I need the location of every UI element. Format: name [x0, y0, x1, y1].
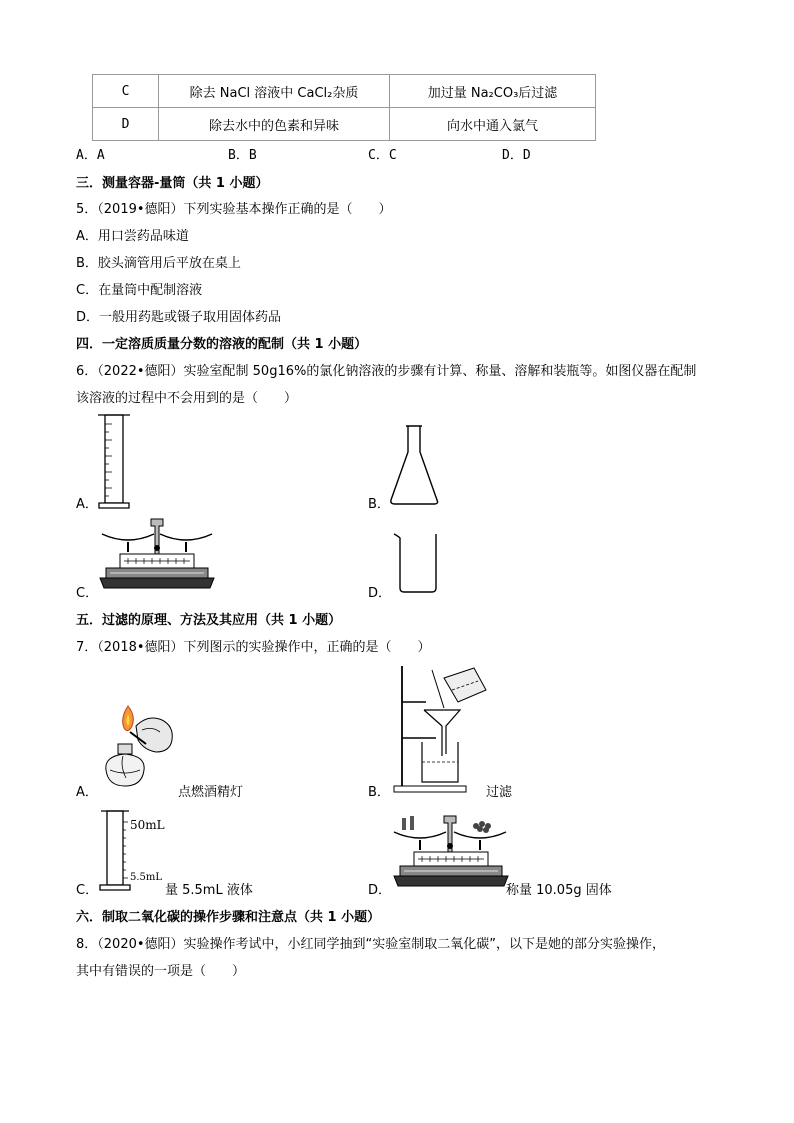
measuring-cylinder-icon: [95, 412, 135, 512]
q6-label-b: B．: [368, 497, 390, 512]
q7-caption-b: 过滤: [486, 785, 513, 800]
cylinder-mark-50ml: 50mL: [130, 818, 165, 832]
q7-label-b: B．: [368, 785, 390, 800]
filtration-setup-icon: [392, 664, 492, 794]
row-method: 加过量 Na₂CO₃后过滤: [390, 75, 596, 108]
q6-label-c: C．: [76, 586, 99, 601]
row-item: 除去水中的色素和异味: [159, 108, 390, 141]
conical-flask-icon: [388, 424, 443, 506]
row-label: C: [93, 75, 159, 108]
question-7: 7．（2018•德阳）下列图示的实验操作中，正确的是（ ）: [76, 640, 431, 655]
q6-label-d: D．: [368, 586, 392, 601]
q5-option-d: D．一般用药匙或镊子取用固体药品: [76, 310, 282, 325]
table-row: [93, 75, 596, 108]
row-item: 除去 NaCl 溶液中 CaCl₂杂质: [159, 75, 390, 108]
section-heading: 四．一定溶质质量分数的溶液的配制（共 1 小题）: [76, 337, 368, 352]
row-label: D: [93, 108, 159, 141]
question-5: 5．（2019•德阳）下列实验基本操作正确的是（ ）: [76, 202, 392, 217]
q7-caption-c: 量 5.5mL 液体: [165, 883, 253, 898]
q7-label-d: D．: [368, 883, 392, 898]
section-heading: 三．测量容器-量筒（共 1 小题）: [76, 176, 269, 191]
question-6-line2: 该溶液的过程中不会用到的是（ ）: [76, 391, 298, 406]
q4-option-d: D．D: [502, 148, 531, 163]
q5-option-b: B．胶头滴管用后平放在桌上: [76, 256, 241, 271]
q7-caption-d: 称量 10.05g 固体: [506, 883, 612, 898]
q4-option-c: C．C: [368, 148, 397, 163]
q5-option-c: C．在量筒中配制溶液: [76, 283, 203, 298]
q4-option-b: B．B: [228, 148, 257, 163]
question-8-line1: 8．（2020•德阳）实验操作考试中，小红同学抽到“实验室制取二氧化碳”，以下是她的部分实验操作，: [76, 937, 665, 952]
q7-label-c: C．: [76, 883, 99, 898]
beaker-icon: [392, 530, 440, 594]
balance-weighing-icon: [392, 810, 510, 894]
row-method: 向水中通入氯气: [390, 108, 596, 141]
question-6-line1: 6．（2022•德阳）实验室配制 50g16%的氯化钠溶液的步骤有计算、称量、溶解和装瓶等。如图仪器在配制: [76, 364, 697, 379]
section-heading: 五．过滤的原理、方法及其应用（共 1 小题）: [76, 613, 342, 628]
table-row: [93, 108, 596, 141]
cylinder-mark-5-5ml: 5.5mL: [130, 872, 163, 883]
section-heading: 六．制取二氧化碳的操作步骤和注意点（共 1 小题）: [76, 910, 381, 925]
alcohol-lamp-icon: [98, 704, 184, 794]
options-table: [92, 74, 596, 141]
q6-label-a: A．: [76, 497, 98, 512]
q5-option-a: A．用口尝药品味道: [76, 229, 189, 244]
balance-scale-icon: [98, 516, 216, 596]
question-8-line2: 其中有错误的一项是（ ）: [76, 964, 246, 979]
q7-label-a: A．: [76, 785, 98, 800]
q4-option-a: A．A: [76, 148, 105, 163]
q7-caption-a: 点燃酒精灯: [178, 785, 244, 800]
